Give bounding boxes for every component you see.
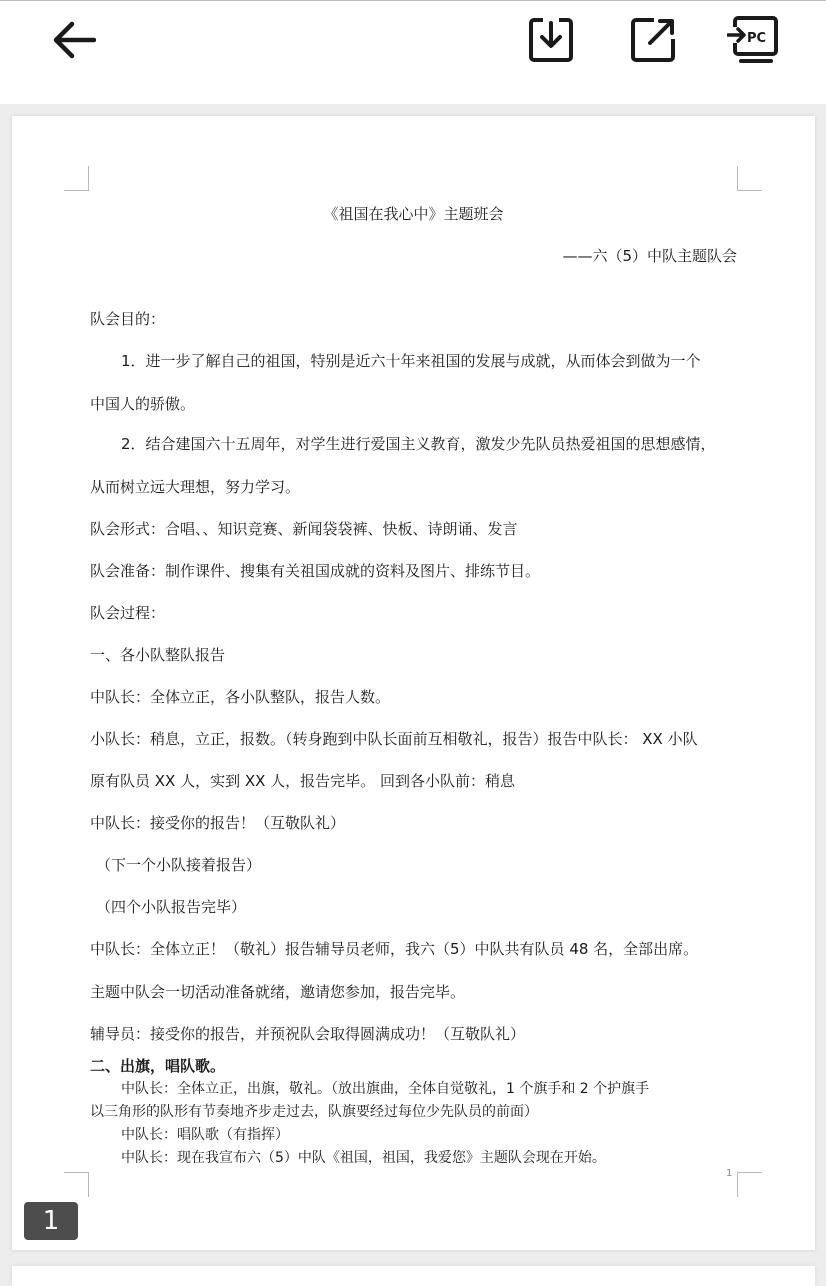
document-subtitle: ——六（5）中队主题队会	[562, 247, 737, 265]
doc-line: 中队长：全体立正！（敬礼）报告辅导员老师，我六（5）中队共有队员 48 名，全部出席。	[90, 940, 699, 958]
send-to-pc-icon	[727, 15, 779, 65]
doc-line: 中队长：接受你的报告！（互敬队礼）	[90, 814, 346, 832]
download-button[interactable]	[520, 9, 582, 71]
document-title: 《祖国在我心中》主题班会	[323, 205, 504, 223]
doc-line: 队会过程：	[90, 604, 166, 622]
doc-line: 中队长：全体立正，出旗，敬礼。（放出旗曲，全体自觉敬礼，1 个旗手和 2 个护旗手	[121, 1081, 650, 1097]
top-toolbar	[0, 0, 826, 104]
doc-line: 主题中队会一切活动准备就绪，邀请您参加，报告完毕。	[90, 983, 466, 1001]
page-indicator: 1	[24, 1202, 78, 1240]
doc-line: （下一个小队接着报告）	[96, 856, 262, 874]
share-button[interactable]	[622, 9, 684, 71]
back-button[interactable]	[40, 15, 108, 65]
doc-line: 2．结合建国六十五周年，对学生进行爱国主义教育，激发少先队员热爱祖国的思想感情，	[121, 435, 716, 453]
margin-corner-mark	[737, 166, 762, 191]
doc-line: （四个小队报告完毕）	[96, 898, 247, 916]
margin-corner-mark	[64, 1172, 89, 1197]
doc-line: 1．进一步了解自己的祖国，特别是近六十年来祖国的发展与成就，从而体会到做为一个	[121, 352, 701, 370]
document-page	[12, 116, 815, 1250]
doc-line: 辅导员：接受你的报告，并预祝队会取得圆满成功！（互敬队礼）	[90, 1025, 526, 1043]
download-icon	[528, 17, 574, 63]
share-external-icon	[630, 17, 676, 63]
send-to-pc-button[interactable]	[720, 9, 786, 71]
pc-label: PC	[747, 31, 767, 46]
doc-line: 原有队员 XX 人，实到 XX 人，报告完毕。 回到各小队前：稍息	[90, 772, 515, 790]
next-page-edge	[12, 1266, 815, 1286]
doc-line: 从而树立远大理想，努力学习。	[90, 478, 301, 496]
margin-corner-mark	[64, 166, 89, 191]
margin-corner-mark	[737, 1172, 762, 1197]
doc-line: 中队长：唱队歌（有指挥）	[121, 1127, 289, 1143]
doc-line: 小队长：稍息，立正，报数。（转身跑到中队长面前互相敬礼，报告）报告中队长： XX 小队	[90, 730, 698, 748]
arrow-left-icon	[52, 21, 96, 59]
doc-line: 队会形式：合唱、、知识竞赛、新闻袋袋裤、快板、诗朗诵、发言	[90, 520, 518, 538]
page-footer-number: 1	[726, 1168, 733, 1179]
doc-line: 中国人的骄傲。	[90, 395, 196, 413]
doc-line: 中队长：现在我宣布六（5）中队《祖国，祖国，我爱您》主题队会现在开始。	[121, 1150, 606, 1166]
doc-line: 队会准备：制作课件、搜集有关祖国成就的资料及图片、排练节目。	[90, 562, 541, 580]
doc-line: 中队长：全体立正，各小队整队，报告人数。	[90, 688, 391, 706]
doc-section-heading: 二、出旗，唱队歌。	[90, 1057, 226, 1075]
doc-line: 以三角形的队形有节奏地齐步走过去，队旗要经过每位少先队员的前面）	[90, 1104, 538, 1120]
doc-line: 队会目的：	[90, 310, 166, 328]
doc-line: 一、各小队整队报告	[90, 646, 226, 664]
